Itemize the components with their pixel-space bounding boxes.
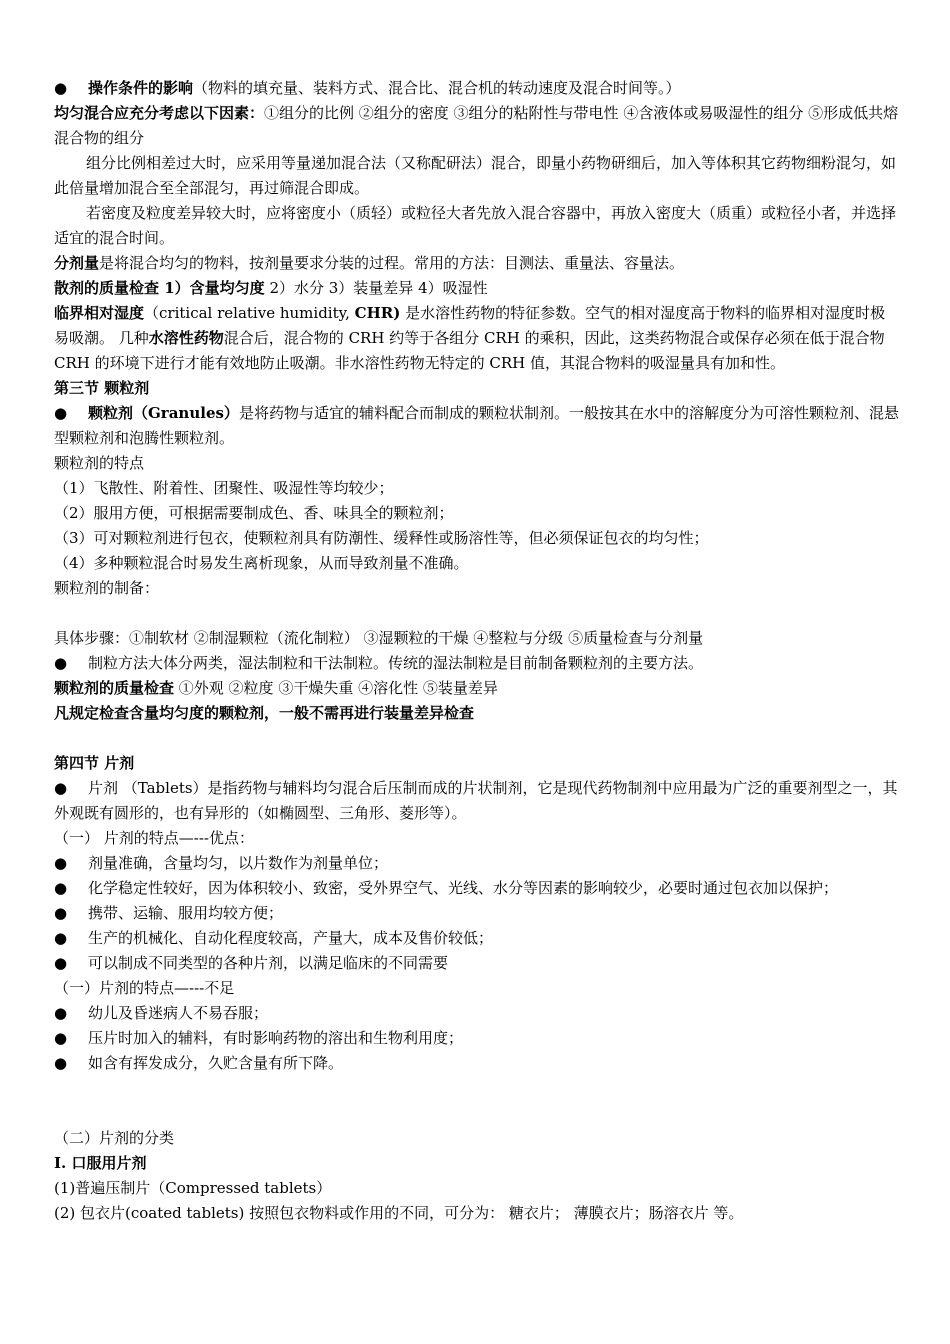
list-item bbox=[54, 876, 899, 901]
bullet-icon: ● bbox=[54, 854, 68, 872]
text: 生产的机械化、自动化程度较高，产量大，成本及售价较低； bbox=[88, 929, 494, 947]
text: ①外观 ②粒度 ③干燥失重 ④溶化性 ⑤装量差异 bbox=[174, 679, 498, 697]
list-item: （2）服用方便，可根据需要制成色、香、味具全的颗粒剂； bbox=[54, 504, 454, 522]
bold-term: 颗粒剂（Granules） bbox=[88, 404, 239, 422]
paragraph-density: 若密度及粒度差异较大时，应将密度小（质轻）或粒径大者先放入混合容器中，再放入密度大（质重）或粒径小者，并选择适宜的混合时间。 bbox=[54, 204, 897, 247]
bullet-icon: ● bbox=[54, 79, 68, 97]
bullet-granulation-methods bbox=[54, 651, 899, 676]
bullet-icon: ● bbox=[54, 954, 68, 972]
oral-tablets-heading: I. 口服用片剂 bbox=[54, 1154, 147, 1172]
paragraph-mixing-factors bbox=[54, 101, 899, 151]
section-heading-tablets: 第四节 片剂 bbox=[54, 754, 135, 772]
text: 幼儿及昏迷病人不易吞服； bbox=[88, 1004, 269, 1022]
list-item bbox=[54, 951, 899, 976]
text: 2）水分 3）装量差异 4）吸湿性 bbox=[264, 279, 488, 297]
list-item bbox=[54, 851, 899, 876]
list-item bbox=[54, 1051, 899, 1076]
bullet-icon: ● bbox=[54, 779, 68, 797]
paragraph-dosing bbox=[54, 251, 899, 276]
text: 是将混合均匀的物料，按剂量要求分装的过程。常用的方法：目测法、重量法、容量法。 bbox=[99, 254, 685, 272]
blank-line bbox=[54, 601, 899, 626]
bullet-icon: ● bbox=[54, 654, 68, 672]
powder-quality-check bbox=[54, 276, 899, 301]
section-heading-granules: 第三节 颗粒剂 bbox=[54, 379, 150, 397]
bullet-icon: ● bbox=[54, 1004, 68, 1022]
bullet-icon: ● bbox=[54, 1029, 68, 1047]
list-item bbox=[54, 1001, 899, 1026]
granules-quality-check bbox=[54, 676, 899, 701]
blank-line bbox=[54, 726, 899, 751]
text: 片剂 （Tablets）是指药物与辅料均匀混合后压制而成的片状制剂，它是现代药物制剂中应用最为广泛的重要剂型之一，其外观既有圆形的，也有异形的（如椭圆型、三角形、菱形等）。 bbox=[54, 779, 898, 822]
list-item bbox=[54, 901, 899, 926]
list-item bbox=[54, 926, 899, 951]
text: 化学稳定性较好，因为体积较小、致密，受外界空气、光线、水分等因素的影响较少，必要时通过包衣加以保护； bbox=[88, 879, 839, 897]
bullet-icon: ● bbox=[54, 904, 68, 922]
text: ①组分的比例 ②组分的密度 ③组分的粘附性与带电性 ④含液体或易吸湿性的组分 ⑤形成低共熔混合物的组分 bbox=[54, 104, 899, 147]
bullet-icon: ● bbox=[54, 879, 68, 897]
text: 是将药物与适宜的辅料配合而制成的颗粒状制剂。一般按其在水中的溶解度分为可溶性颗粒剂、混悬型颗粒剂和泡腾性颗粒剂。 bbox=[54, 404, 899, 447]
bold-term: CHR) bbox=[354, 304, 401, 322]
bold-term: 操作条件的影响 bbox=[88, 79, 194, 97]
granules-steps: 具体步骤：①制软材 ②制湿颗粒（流化制粒） ③湿颗粒的干燥 ④整粒与分级 ⑤质量检查与分剂量 bbox=[54, 629, 704, 647]
text: 可以制成不同类型的各种片剂，以满足临床的不同需要 bbox=[88, 954, 449, 972]
bullet-icon: ● bbox=[54, 404, 68, 422]
bullet-icon: ● bbox=[54, 1054, 68, 1072]
text: 如含有挥发成分，久贮含量有所下降。 bbox=[88, 1054, 344, 1072]
list-item: （4）多种颗粒混合时易发生离析现象，从而导致剂量不准确。 bbox=[54, 554, 469, 572]
bold-term: 水溶性药物 bbox=[148, 329, 224, 347]
text: （critical relative humidity, bbox=[144, 304, 355, 322]
list-item: (1)普遍压制片（Compressed tablets） bbox=[54, 1179, 332, 1197]
text: 剂量准确，含量均匀，以片数作为剂量单位； bbox=[88, 854, 389, 872]
blank-line bbox=[54, 1076, 899, 1126]
bold-term: 分剂量 bbox=[54, 254, 100, 272]
granules-note: 凡规定检查含量均匀度的颗粒剂，一般不需再进行装量差异检查 bbox=[54, 704, 475, 722]
text: （物料的填充量、装料方式、混合比、混合机的转动速度及混合时间等。） bbox=[193, 79, 681, 97]
list-item bbox=[54, 1026, 899, 1051]
paragraph-ratio: 组分比例相差过大时，应采用等量递加混合法（又称配研法）混合，即量小药物研细后，加入等体积其它药物细粉混匀，如此倍量增加混合至全部混匀，再过筛混合即成。 bbox=[54, 154, 897, 197]
text: 压片时加入的辅料，有时影响药物的溶出和生物利用度； bbox=[88, 1029, 464, 1047]
bullet-line-operating-conditions bbox=[54, 76, 899, 101]
list-item: （3）可对颗粒剂进行包衣，使颗粒剂具有防潮性、缓释性或肠溶性等，但必须保证包衣的均匀性； bbox=[54, 529, 709, 547]
granules-features-heading: 颗粒剂的特点 bbox=[54, 454, 145, 472]
bullet-tablets-definition bbox=[54, 776, 899, 826]
bold-term: 均匀混合应充分考虑以下因素： bbox=[54, 104, 265, 122]
list-item: (2) 包衣片(coated tablets) 按照包衣物料或作用的不同，可分为： 糖衣片； 薄膜衣片；肠溶衣片 等。 bbox=[54, 1204, 744, 1222]
bold-term: 散剂的质量检查 1）含量均匀度 bbox=[54, 279, 265, 297]
tablets-classification-heading: （二）片剂的分类 bbox=[54, 1129, 175, 1147]
tablets-disadvantages-heading: （一）片剂的特点—---不足 bbox=[54, 979, 235, 997]
text: 是水溶性药物的特征参数。空气的相对湿度高于物料的临界相对湿度时极易吸潮。 几种 bbox=[54, 304, 886, 347]
granules-prep-heading: 颗粒剂的制备： bbox=[54, 579, 160, 597]
bullet-icon: ● bbox=[54, 929, 68, 947]
bullet-granules-definition bbox=[54, 401, 899, 451]
tablets-advantages-heading: （一） 片剂的特点—---优点： bbox=[54, 829, 254, 847]
list-item: （1）飞散性、附着性、团聚性、吸湿性等均较少； bbox=[54, 479, 394, 497]
paragraph-chr bbox=[54, 301, 899, 376]
text: 携带、运输、服用均较方便； bbox=[88, 904, 284, 922]
text: 制粒方法大体分两类，湿法制粒和干法制粒。传统的湿法制粒是目前制备颗粒剂的主要方法。 bbox=[88, 654, 704, 672]
bold-term: 临界相对湿度 bbox=[54, 304, 145, 322]
bold-term: 颗粒剂的质量检查 bbox=[54, 679, 175, 697]
text: 混合后，混合物的 CRH 约等于各组分 CRH 的乘积，因此，这类药物混合或保存必须在低于混合物 CRH 的环境下进行才能有效地防止吸潮。非水溶性药物无特定的 CRH 值，其混合物料的吸湿量具有加和性。 bbox=[54, 329, 885, 372]
document-body bbox=[54, 76, 899, 1226]
